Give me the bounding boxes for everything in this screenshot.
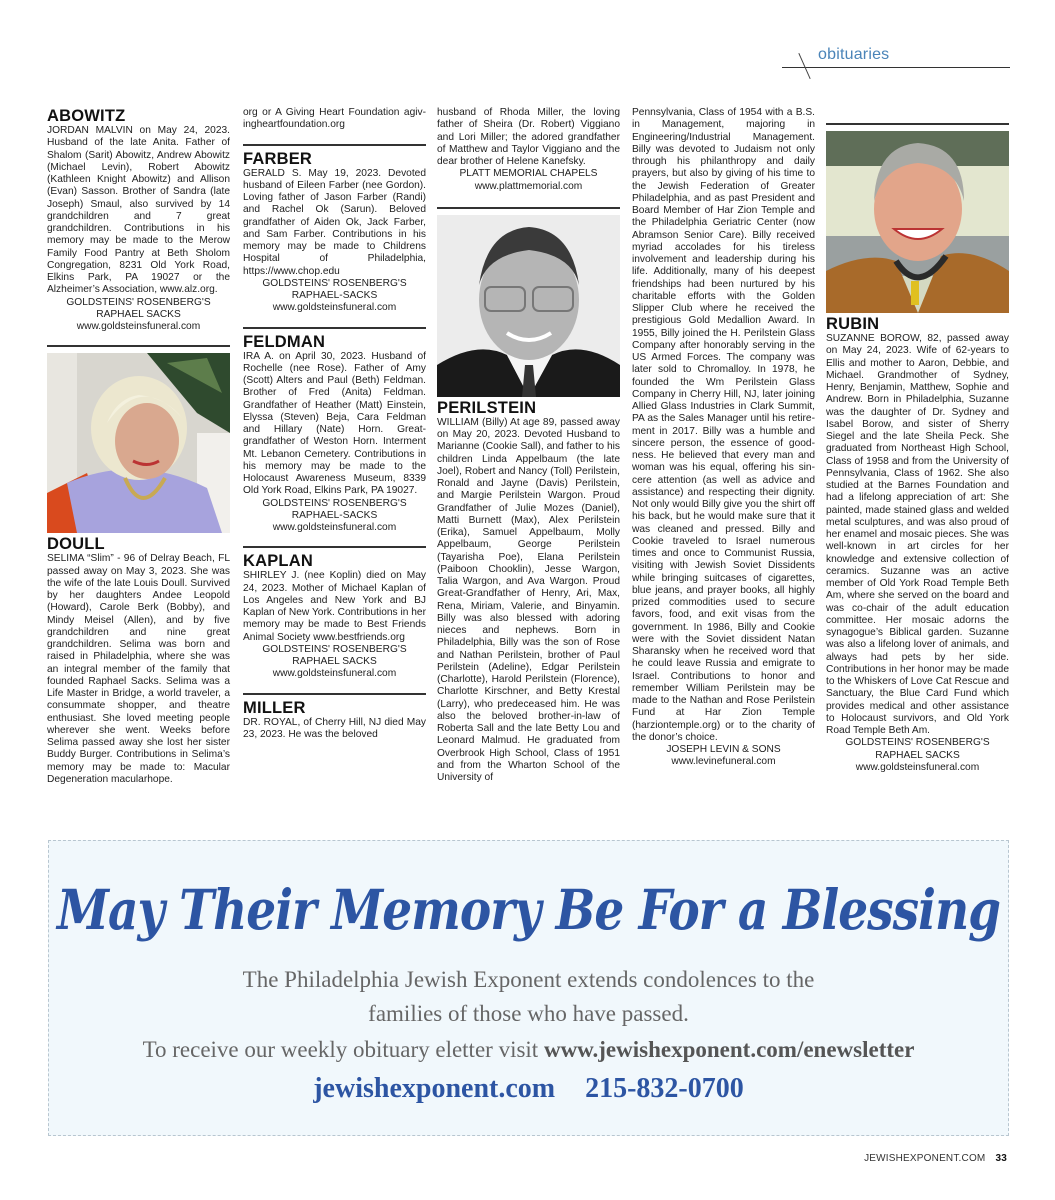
funeral-home-name: GOLDSTEINS' ROSENBERG'S xyxy=(262,643,407,655)
funeral-home-url[interactable]: www.goldsteinsfuneral.com xyxy=(272,522,397,533)
newsletter-url-link[interactable]: www.jewishexponent.com/enewsletter xyxy=(543,1037,915,1062)
obituary-farber xyxy=(243,150,426,315)
divider xyxy=(243,144,426,146)
obituary-kaplan xyxy=(243,552,426,680)
photo-doull xyxy=(47,353,230,533)
funeral-home-name-2: RAPHAEL SACKS xyxy=(292,656,377,667)
obituary-surname: MILLER xyxy=(243,698,306,717)
obituary-surname: FELDMAN xyxy=(243,332,326,351)
funeral-home-name-2: RAPHAEL SACKS xyxy=(96,308,181,320)
portrait-image xyxy=(826,131,1009,313)
obituary-surname: ABOWITZ xyxy=(47,107,126,125)
column-5 xyxy=(826,123,1009,774)
obituary-surname: FARBER xyxy=(243,149,313,168)
funeral-home-name-2: RAPHAEL-SACKS xyxy=(291,290,378,301)
obituary-body: DR. ROYAL, of Cherry Hill, NJ died May 23, 2023. He was the beloved xyxy=(243,716,426,740)
obituary-miller xyxy=(243,699,426,742)
column-2 xyxy=(243,107,426,741)
funeral-home-name: GOLDSTEINS' ROSENBERG'S xyxy=(262,497,407,509)
photo-perilstein xyxy=(437,215,620,397)
divider xyxy=(243,327,426,329)
funeral-home-url[interactable]: www.goldsteinsfuneral.com xyxy=(76,321,201,332)
funeral-home-name: JOSEPH LEVIN & SONS xyxy=(666,744,781,755)
publication-name: JEWISHEXPONENT.COM xyxy=(864,1153,986,1164)
page-footer xyxy=(864,1153,1007,1164)
obituary-perilstein xyxy=(437,399,620,785)
banner-title: May Their Memory Be For a Blessing xyxy=(57,878,1000,943)
divider xyxy=(437,207,620,209)
funeral-home-url[interactable]: www.levinefuneral.com xyxy=(671,756,776,768)
funeral-home-url[interactable]: www.goldsteinsfuneral.com xyxy=(855,761,980,773)
obituary-surname: DOULL xyxy=(47,535,105,554)
banner-condolence-line-1: The Philadelphia Jewish Exponent extends condolences to the xyxy=(242,967,815,992)
website-link[interactable]: jewishexponent.com xyxy=(313,1073,556,1104)
newsletter-prompt: To receive our weekly obituary eletter visit xyxy=(142,1037,544,1062)
obituary-feldman xyxy=(243,333,426,535)
obituary-surname: PERILSTEIN xyxy=(437,398,537,417)
obituary-body-continued: org or A Giving Heart Foundation agivingheartfoundation.org xyxy=(243,107,426,131)
obituary-body: JORDAN MALVIN on May 24, 2023. Husband of the late Anita. Father of Shalom (Sarit) Abowitz, Andrew Abowitz (Michael Levin), Robert Abowitz (Kathleen Knight Abowitz) and Allison (Evan) Sasson. Brother of Sandra (late Joseph) Smaul, also survived by 14 grandchildren and 7 great grandchildren. Contributions in his memory may be made to the Merow Family Food Pantry at Beth Sholom Congregation, 8231 Old York Road, Elkins Park, PA 19027 or the Alzheimer’s Association, www.alz.org. xyxy=(47,125,230,296)
portrait-image xyxy=(437,215,620,397)
obituary-body-continued: Pennsylvania, Class of 1954 with a B.S. in Management, majoring in Engineering/Industrial Management. Billy was devoted to Judaism not only through his philanthropy and daily prayers, but also by giving of his time to the Jewish Federation of Greater Philadelphia, and as past President and Board Member of Har Zion Temple and the Philadelphia Geriatric Center (now Abramson Senior Care). Billy received myriad accolades for his tireless involvement and leadership during his life. Additionally, many of his deepest friendships had been nurtured by his charitable efforts with the Golden Slipper Club where he received the prestigious Gold Medallion Award. In 1955, Billy joined the H. Perilstein Glass Company after honorably serving in the US Armed Forces. The company was later sold to Chromalloy. In 1978, he founded the Wm Perilstein Glass Company in Cherry Hill, NJ, later joining Allied Glass Industries in Clark Summit, PA as the Sales Manager until his retirement in 2017. Billy was a humble and sincere person, the essence of goodness. He believed that every man and woman was his equal, offering his sincere attention (as well as advice and assistance) and respecting their dignity. Not only would Billy give you the shirt off his back, but he would make sure that it was cleaned and pressed. Billy and Cookie traveled to Israel numerous times and once to Communist Russia, visiting with Jewish Soviet Dissidents while bringing suitcases of cigarettes, blue jeans, and prayer books, all highly prized commodities used to secure favors, food, and exit visas from the government. In 1986, Billy and Cookie were with the Soviet dissident Natan Sharansky when he received word that he could leave Russia and emigrate to Israel. Contributions to honor and remember William Perilstein may be made to the Nathan and Rose Perilstein Fund at Har Zion Temple (harziontemple.org) or to the charity of the donor’s choice. xyxy=(632,107,815,743)
header-rule xyxy=(782,67,1010,68)
funeral-home-name: PLATT MEMORIAL CHAPELS xyxy=(459,168,598,180)
obituary-body: SELIMA “Slim” - 96 of Delray Beach, FL passed away on May 3, 2023. She was the wife of the late Louis Doull. Survived by her daughters Andee Leopold (Howard), Carole Berk (Bobby), and Mindy Meisel (Allen), and by five grandchildren and nine great grandchildren. Selima was born and raised in Philadelphia, where she was an integral member of the family that founded Raphael Sacks. Selima was a Life Master in Bridge, a world traveler, a consummate shopper, and theatre enthusiast. She loved meeting people wherever she went. Weeks before Selima passed away she lost her sister Buddy Burger. Contributions in Selima’s memory may be made to: Macular Degeneration macularhope. xyxy=(47,553,230,785)
obituary-surname: KAPLAN xyxy=(243,552,313,571)
banner-condolence-line-2: families of those who have passed. xyxy=(368,1001,689,1026)
memorial-banner xyxy=(48,840,1009,1136)
page-number: 33 xyxy=(995,1153,1007,1164)
obituary-body: WILLIAM (Billy) At age 89, passed away on May 20, 2023. Devoted Husband to Marianne (Cookie Sall), and father to his children Linda Appelbaum (the late Joel), Robert and Nancy (Toll) Perilstein, Ronald and Jayne (Davis) Perilstein, and Margie Perilstein Wargon. Proud Grandfather of Julie Mozes (Daniel), Matti Burnett (Max), Alex Perilstein (Erika), Samuel Appelbaum, Molly Appelbaum, George Perilstein (Tayarisha Poe), Elana Perilstein (Paiboon Chooklin), Jesse Wargon, Talia Wargon, and Ava Wargon. Proud Great-Grandfather of Henry, Ari, Max, Rena, Miriam, Valerie, and Binyamin. Billy was also blessed with adoring nieces and nephews. Born in Philadelphia, Billy was the son of Rose and Nathan Perilstein, brother of Paul Perilstein (Adeline), Edgar Perilstein (Charlotte), Harold Perilstein (Florence), Charlotte Kirschner, and Betty Krestal (Larry), who predeceased him. He was also the beloved brother-in-law of Roberta Sall and the late Betty Lou and Leonard Malmud. He graduated from Overbrook High School, Class of 1951 and from the Wharton School of the University of xyxy=(437,416,620,783)
divider xyxy=(243,546,426,548)
funeral-home-name: GOLDSTEINS' ROSENBERG'S xyxy=(845,737,990,749)
obituary-body: IRA A. on April 30, 2023. Husband of Rochelle (nee Rose). Father of Amy (Scott) Alters and Paul (Beth) Feldman. Brother of Fred (Anita) Feldman. Grandfather of Heather (Matt) Einstein, Elyssa (Steven) Beja, Cara Feldman and Hillary (Nate) Horn. Great-grandfather of Weston Horn. Interment Mt. Lebanon Cemetery. Contributions in his memory may be made to the Holocaust Awareness Museum, 8339 Old York Road, Elkins Park, PA 19027. xyxy=(243,350,426,497)
phone-number[interactable]: 215-832-0700 xyxy=(585,1073,744,1104)
funeral-home-name: GOLDSTEINS' ROSENBERG'S xyxy=(66,296,211,308)
header-slash-mark xyxy=(798,53,810,79)
divider xyxy=(47,345,230,347)
funeral-home-name: GOLDSTEINS' ROSENBERG'S xyxy=(262,277,407,289)
divider xyxy=(243,693,426,695)
obituary-surname: RUBIN xyxy=(826,315,880,333)
obituary-body: SUZANNE BOROW, 82, passed away on May 24, 2023. Wife of 62-years to Ellis and mother to Aaron, Debbie, and Michael. Grandmother of Sydney, Henry, Benjamin, Matthew, Sophie and Andrew. Born in Philadelphia, Suzanne was the daughter of Dr. Sydney and Isabel Borow, and sister of Sherry Siegel and the late Sheila Peck. She graduated from Northeast High School, Class of 1958 and from the University of Pennsylvania, Class of 1962. She also studied at the Barnes Foundation and had a lifelong appreciation of art: She painted, made stained glass and welded metal sculptures, and was also proud of her enamel and mosaic pieces. She was well-known in art circles for her knowledge and extensive collection of ceramics. Suzanne was an active member of Old York Road Temple Beth Am, where she served on the board and was co-chair of the adult education committee. Her mosaic adorns the synagogue’s Biblical garden. Suzanne was also a lifelong lover of animals, and always had pets by her side. Contributions in her honor may be made to the Whiskers of Love Cat Rescue and Sanctuary, the Blue Card Fund which provides medical and other assistance to Holocaust survivors, and Old York Road Temple Beth Am. xyxy=(826,333,1009,736)
divider xyxy=(826,123,1009,125)
photo-rubin xyxy=(826,131,1009,313)
column-3 xyxy=(437,107,620,784)
obituary-body: SHIRLEY J. (nee Koplin) died on May 24, 2023. Mother of Michael Kaplan of Los Angeles and New York and BJ Kaplan of New York. Contributions in her memory may be made to Best Friends Animal Society www.bestfriends.org xyxy=(243,570,426,643)
funeral-home-url[interactable]: www.plattmemorial.com xyxy=(474,180,583,192)
obituary-rubin xyxy=(826,315,1009,774)
obituary-body-continued: husband of Rhoda Miller, the loving father of Sheira (Dr. Robert) Viggiano and Lori Miller; the adored grandfather of Matthew and Taylor Viggiano and the dear brother of Helene Kanefsky. xyxy=(437,107,620,167)
obituary-abowitz xyxy=(47,107,230,333)
banner-contact xyxy=(49,1073,1008,1105)
column-1 xyxy=(47,107,230,786)
funeral-home-url[interactable]: www.goldsteinsfuneral.com xyxy=(272,302,397,314)
funeral-home-url[interactable]: www.goldsteinsfuneral.com xyxy=(272,668,397,680)
funeral-home-name-2: RAPHAEL SACKS xyxy=(875,749,960,761)
banner-newsletter-line xyxy=(49,1037,1008,1063)
obituary-doull xyxy=(47,535,230,786)
portrait-image xyxy=(47,353,230,533)
section-label: obituaries xyxy=(818,46,890,63)
section-header xyxy=(760,42,1010,72)
obituary-body: GERALD S. May 19, 2023. Devoted husband of Eileen Farber (nee Gordon). Loving father of Jason Farber (Randi) and Rachel Ok (Sarun). Beloved grandfather of Aiden Ok, Jack Farber, and Sam Farber. Contributions in his memory may be made to Childrens Hospital of Philadelphia, https://www.chop.edu xyxy=(243,167,426,277)
funeral-home-name-2: RAPHAEL-SACKS xyxy=(291,509,378,521)
column-4 xyxy=(632,107,815,769)
